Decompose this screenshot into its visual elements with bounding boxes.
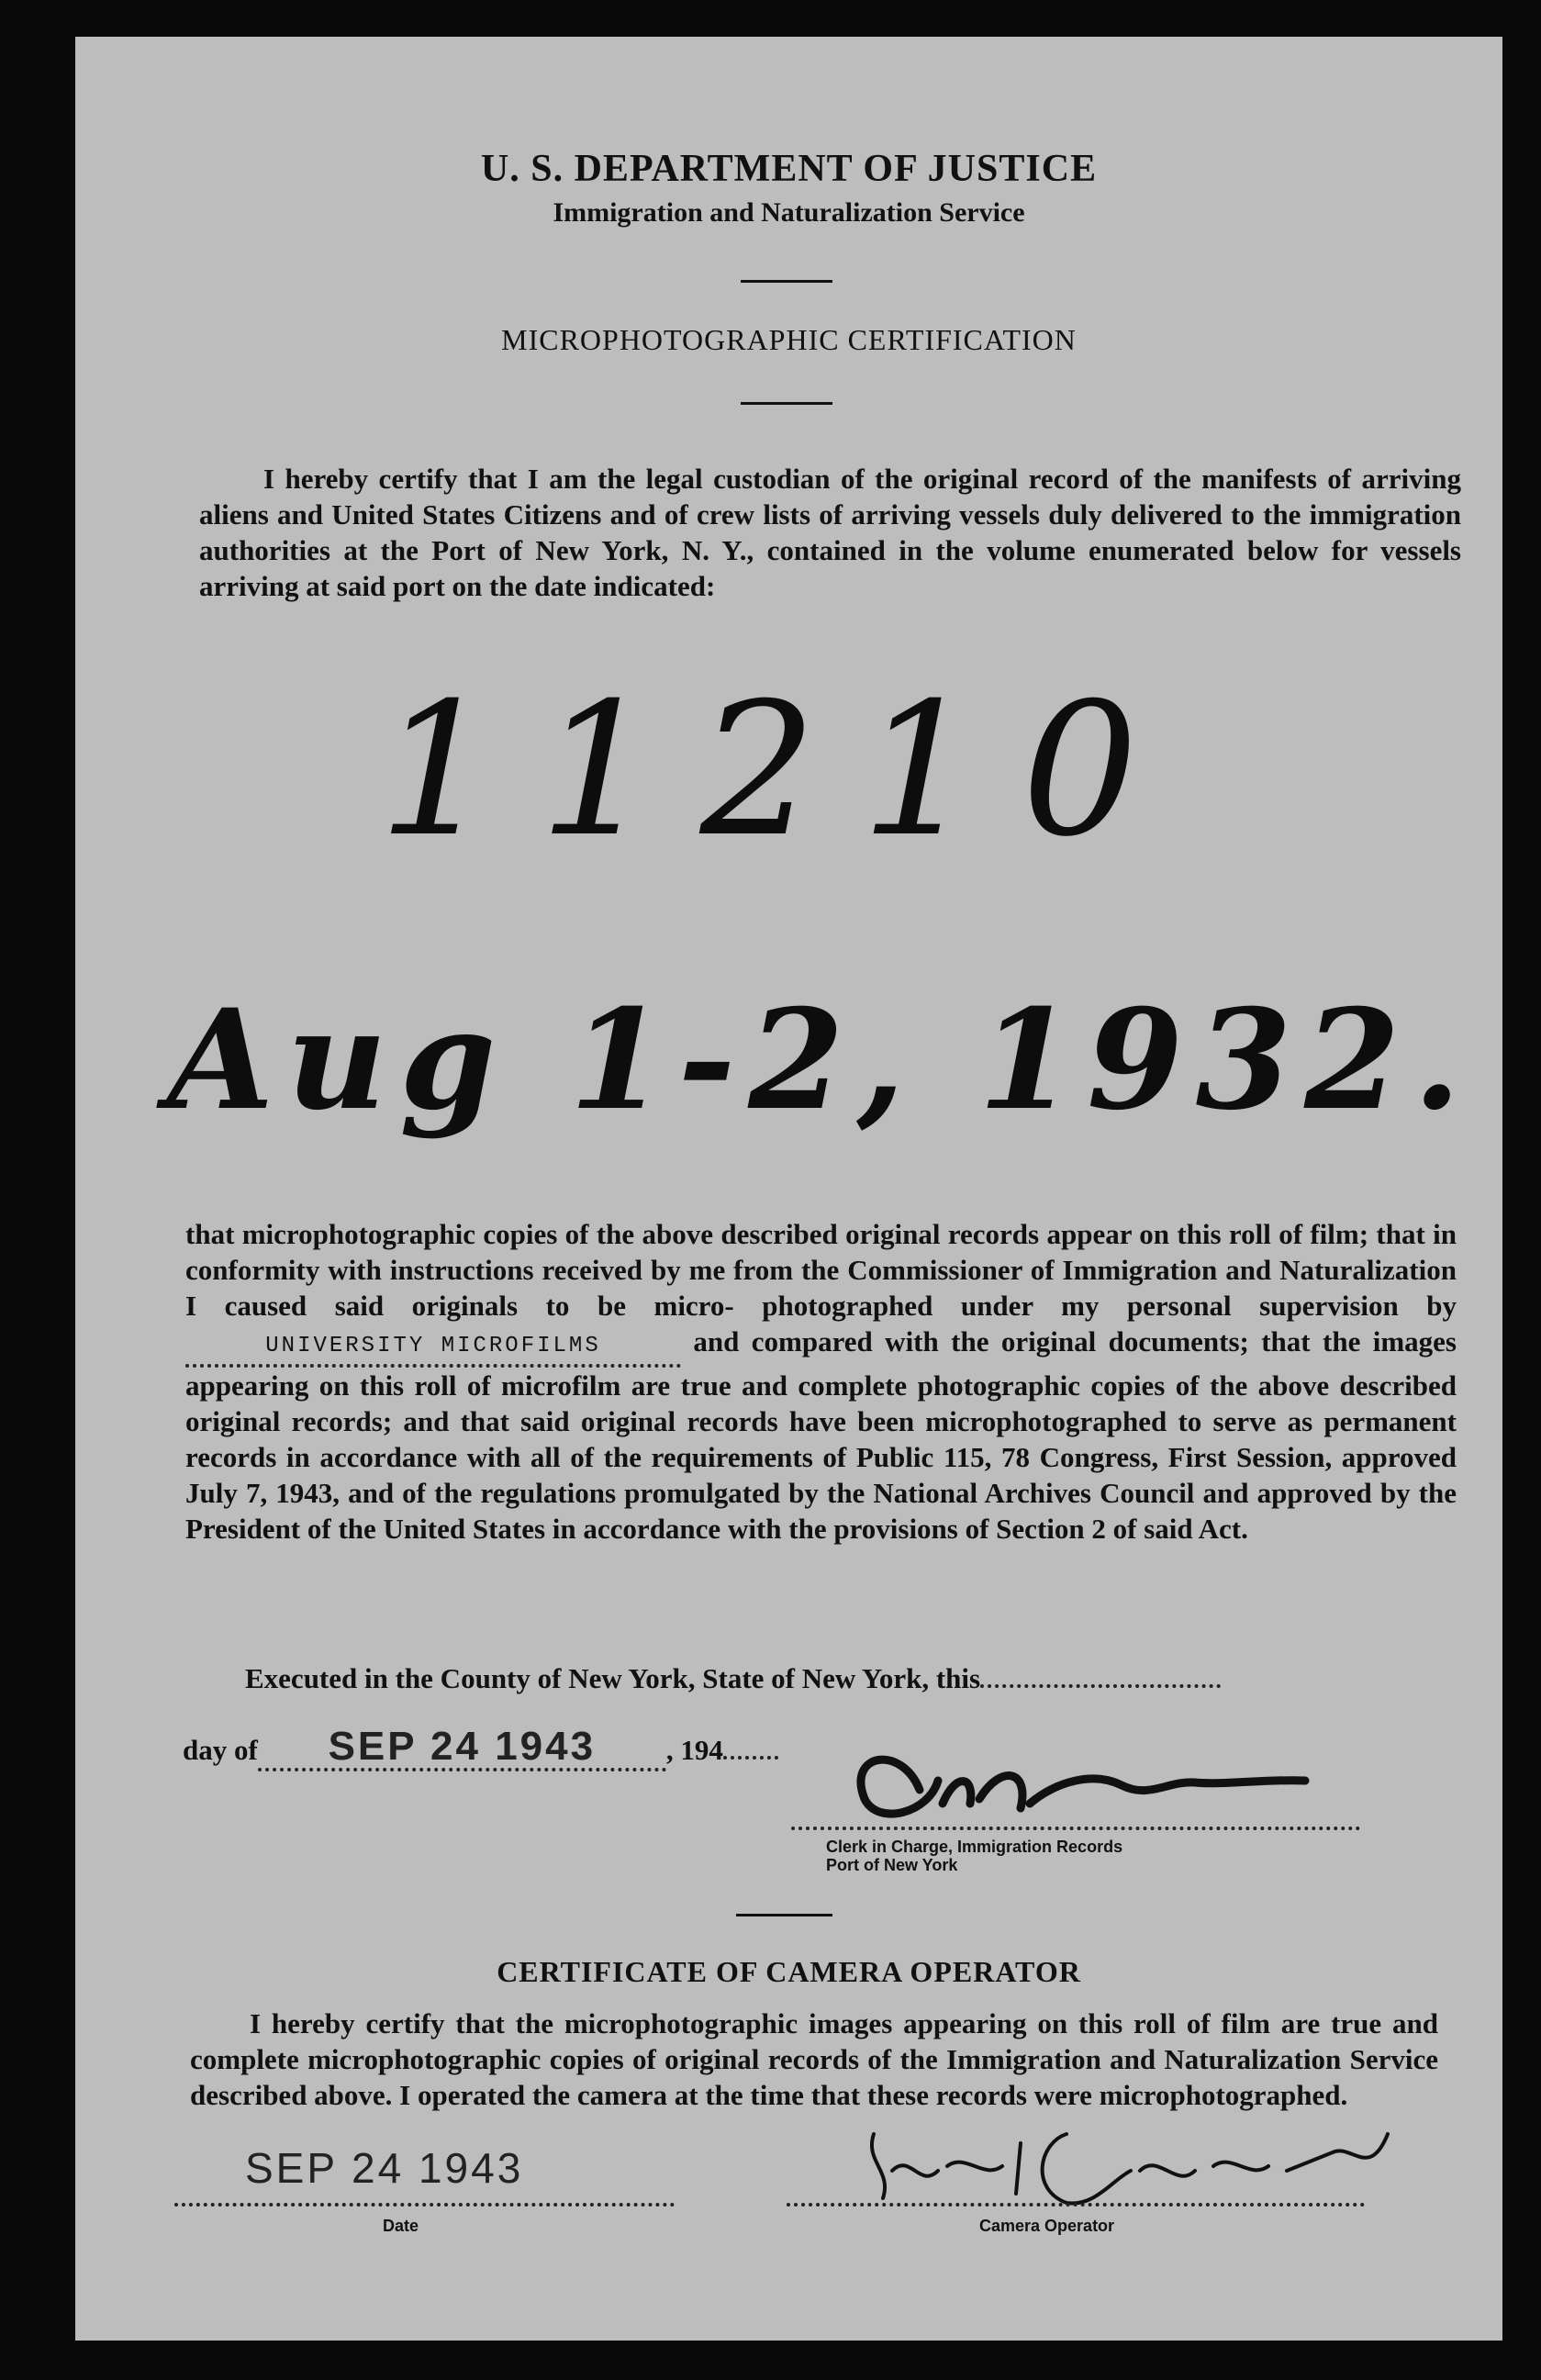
handwritten-volume-number: 11210 — [378, 664, 1183, 877]
execution-text: Executed in the County of New York, State of New York, this — [245, 1662, 981, 1694]
execution-day-field — [980, 1659, 1221, 1688]
statement-part3: and compared with the original documents; that the images appearing on this roll of microfilm are true and complete photographic copies of the above described original records; and that said original records have been microphotographed to serve as permanent records in accordance with all of the requirements of Public 115, 78 Congress, First Session, approved July 7, 1943, and of the regulations promulgated by the National Archives Council and approved by the President of the United States in accordance with the provisions of Section 2 of said Act. — [185, 1325, 1457, 1545]
statement-part1: that microphotographic copies of the above described original records appear on this roll of film; that in conformity with instructions received by me from the Commissioner of Immigration and Naturalization I caused said originals to be micro- — [185, 1218, 1457, 1322]
certification-title: MICROPHOTOGRAPHIC CERTIFICATION — [501, 323, 1077, 356]
day-of-label: day of — [183, 1734, 258, 1766]
date-label: Date — [383, 2217, 419, 2235]
certificate-page — [75, 37, 1502, 2341]
divider — [741, 402, 832, 405]
handwritten-date: Aug 1-2, 1932. — [167, 979, 1474, 1141]
divider — [741, 280, 832, 283]
custodian-statement: I hereby certify that I am the legal custodian of the original record of the manifests of arriving aliens and United States Citizens and of crew lists of arriving vessels duly delivered to the immigration authorities at the Port of New York, N. Y., contained in the volume enumerated below for vessels arriving at said port on the date indicated: — [199, 463, 1461, 602]
supervision-label: photographed under my personal supervision by — [762, 1290, 1457, 1322]
divider — [736, 1914, 832, 1916]
certification-statement — [185, 1216, 1457, 1547]
camera-operator-signature — [855, 2116, 1406, 2217]
camera-date-stamp: SEP 24 1943 — [245, 2144, 524, 2192]
date-signature-line — [174, 2203, 675, 2207]
year-suffix: , 194 — [665, 1734, 723, 1766]
service-subheading: Immigration and Naturalization Service — [553, 197, 1025, 228]
clerk-title-line1: Clerk in Charge, Immigration Records — [826, 1838, 1123, 1856]
clerk-signature — [791, 1726, 1388, 1854]
day-of-field — [258, 1724, 666, 1771]
execution-line — [245, 1659, 1221, 1696]
supervisor-field — [185, 1324, 681, 1368]
clerk-signature-line — [791, 1827, 1360, 1830]
year-field — [723, 1732, 778, 1760]
operator-label: Camera Operator — [979, 2217, 1115, 2235]
department-heading: U. S. DEPARTMENT OF JUSTICE — [480, 148, 1098, 190]
operator-signature-line — [787, 2203, 1365, 2207]
supervisor-typed-value: UNIVERSITY MICROFILMS — [265, 1334, 601, 1358]
clerk-title — [826, 1838, 1122, 1874]
received-date-stamp: SEP 24 1943 — [328, 1724, 597, 1769]
clerk-title-line2: Port of New York — [826, 1856, 958, 1874]
camera-certificate-title: CERTIFICATE OF CAMERA OPERATOR — [497, 1955, 1081, 1988]
day-of-line — [183, 1724, 778, 1771]
camera-certificate-text: I hereby certify that the microphotographic images appearing on this roll of film are true and complete microphotographic copies of original records of the Immigration and Naturalization Service described above. I operated the camera at the time that these records were microphotographed. — [190, 2007, 1438, 2111]
